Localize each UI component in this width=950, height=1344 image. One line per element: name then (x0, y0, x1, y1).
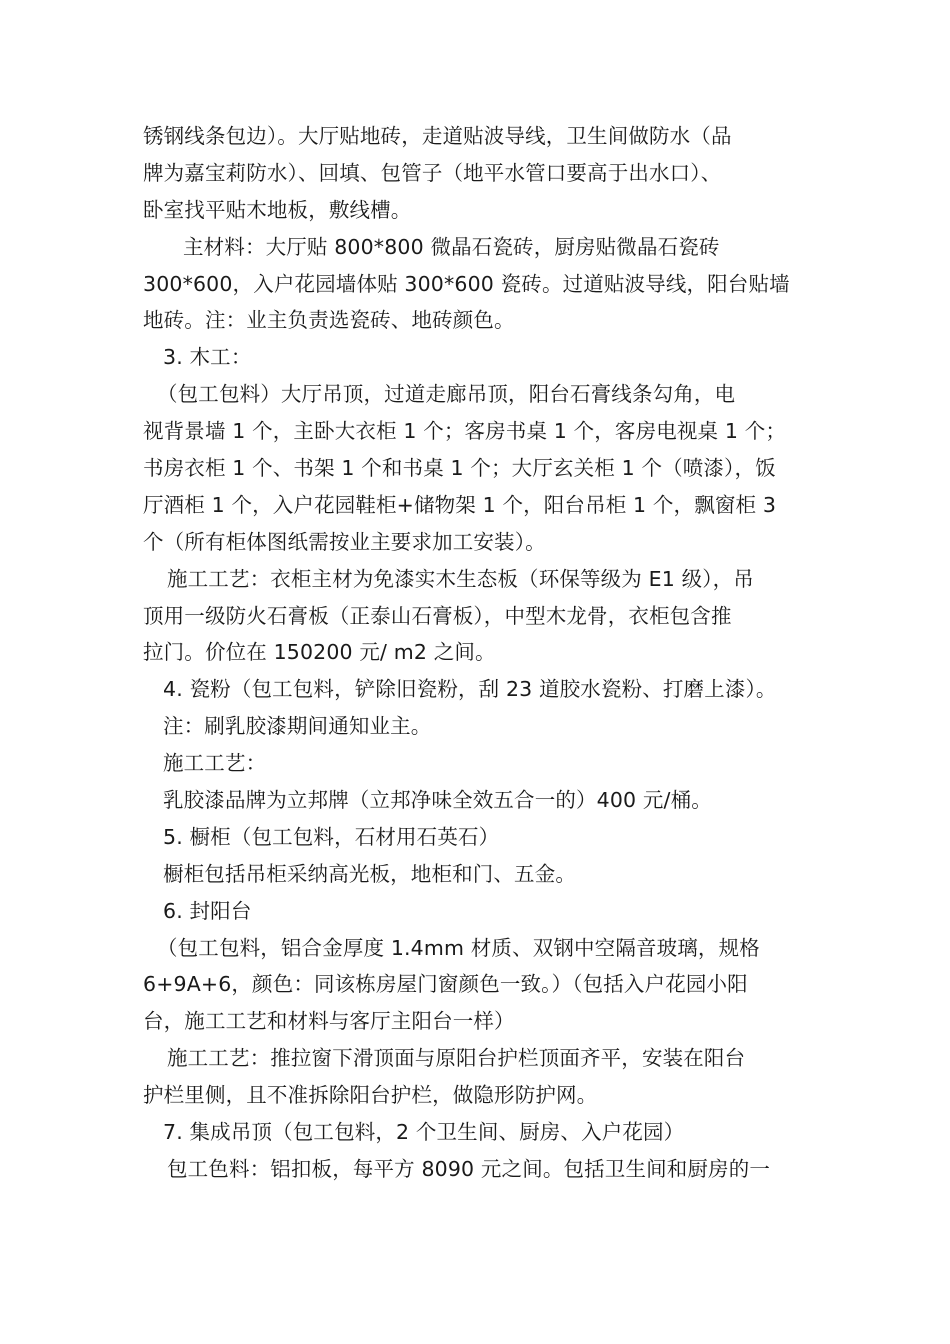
text-line: 地砖。注：业主负责选瓷砖、地砖颜色。 (143, 308, 515, 333)
text-line: 橱柜包括吊柜采纳高光板，地柜和门、五金。 (163, 861, 576, 886)
section-heading: 5. 橱柜（包工包料，石材用石英石） (163, 824, 500, 849)
text-line: 拉门。价位在 150200 元/ m2 之间。 (143, 640, 496, 665)
text-line: 主材料：大厅贴 800*800 微晶石瓷砖，厨房贴微晶石瓷砖 (183, 234, 720, 259)
text-line: 包工色料：铝扣板，每平方 8090 元之间。包括卫生间和厨房的一 (167, 1156, 771, 1181)
text-line: 施工工艺： (163, 751, 267, 776)
text-line: 顶用一级防火石膏板（正泰山石膏板），中型木龙骨，衣柜包含推 (143, 603, 732, 628)
text-line: 注：刷乳胶漆期间通知业主。 (163, 714, 432, 739)
text-line: 个（所有柜体图纸需按业主要求加工安装）。 (143, 529, 546, 554)
text-line: 锈钢线条包边）。大厅贴地砖，走道贴波导线，卫生间做防水（品 (143, 124, 732, 148)
text-line: （包工包料，铝合金厚度 1.4mm 材质、双钢中空隔音玻璃，规格 (157, 935, 760, 960)
text-line: 乳胶漆品牌为立邦牌（立邦净味全效五合一的）400 元/桶。 (163, 788, 712, 813)
text-line: 施工工艺：衣柜主材为免漆实木生态板（环保等级为 E1 级），吊 (167, 566, 754, 591)
text-line: 施工工艺：推拉窗下滑顶面与原阳台护栏顶面齐平，安装在阳台 (167, 1046, 746, 1071)
text-line: 厅酒柜 1 个，入户花园鞋柜+储物架 1 个，阳台吊柜 1 个，飘窗柜 3 (143, 492, 777, 517)
text-line: 300*600，入户花园墙体贴 300*600 瓷砖。过道贴波导线，阳台贴墙 (143, 271, 790, 296)
text-line: 6+9A+6，颜色：同该栋房屋门窗颜色一致。）（包括入户花园小阳 (143, 972, 748, 997)
text-line: 台，施工工艺和材料与客厅主阳台一样） (143, 1009, 515, 1034)
document-body (143, 118, 813, 1188)
section-heading: 6. 封阳台 (163, 898, 252, 923)
text-line: （包工包料）大厅吊顶，过道走廊吊顶，阳台石膏线条勾角，电 (157, 382, 736, 407)
section-heading: 3. 木工： (163, 345, 252, 370)
section-heading: 4. 瓷粉（包工包料，铲除旧瓷粉，刮 23 道胶水瓷粉、打磨上漆）。 (163, 677, 777, 702)
text-line: 牌为嘉宝莉防水）、回填、包管子（地平水管口要高于出水口）、 (143, 160, 722, 185)
section-heading: 7. 集成吊顶（包工包料，2 个卫生间、厨房、入户花园） (163, 1120, 685, 1145)
text-line: 卧室找平贴木地板，敷线槽。 (143, 197, 412, 222)
text-line: 护栏里侧，且不准拆除阳台护栏，做隐形防护网。 (143, 1083, 598, 1108)
text-line: 书房衣柜 1 个、书架 1 个和书桌 1 个；大厅玄关柜 1 个（喷漆），饭 (143, 456, 776, 481)
text-line: 视背景墙 1 个，主卧大衣柜 1 个；客房书桌 1 个，客房电视桌 1 个； (143, 419, 786, 444)
